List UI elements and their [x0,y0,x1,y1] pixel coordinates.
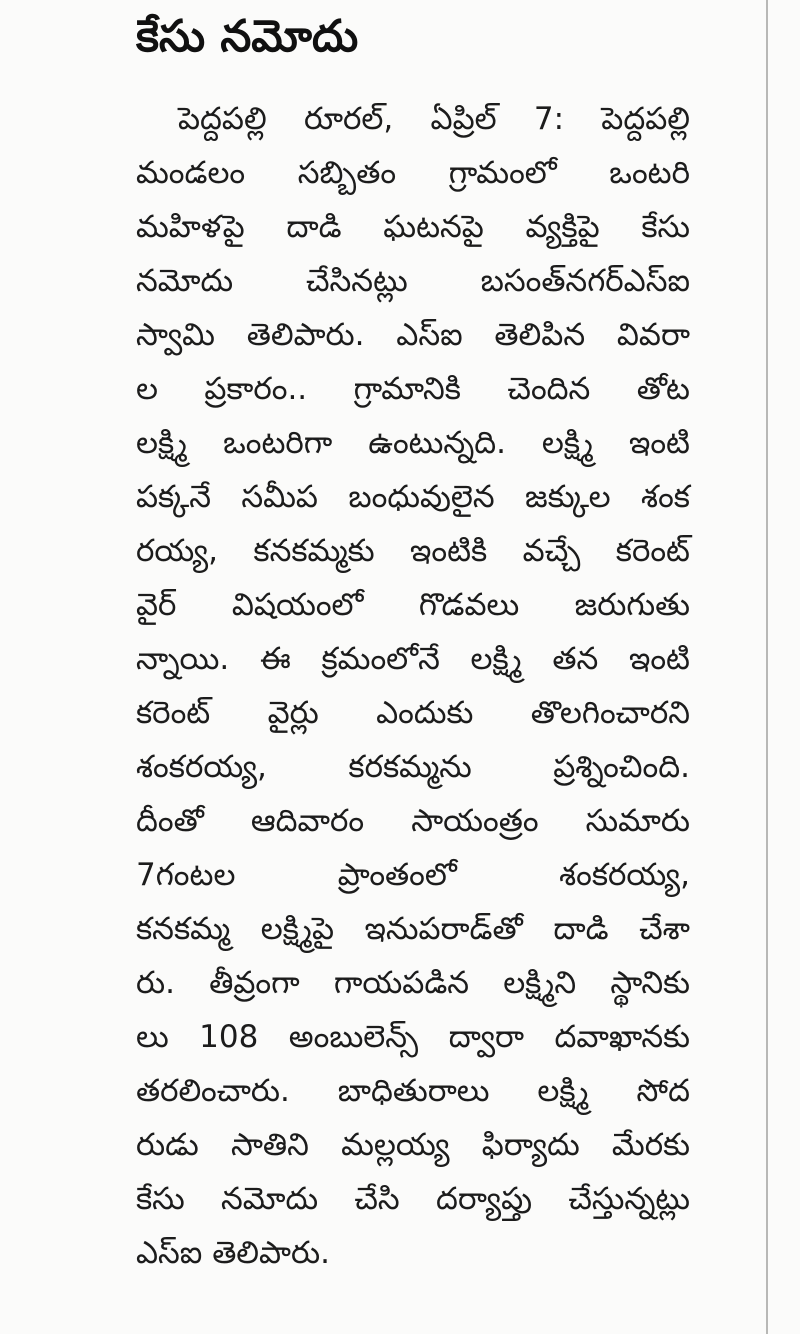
article-line: లక్ష్మి ఒంటరిగా ఉంటున్నది. లక్ష్మి ఇంటి [136,425,690,461]
article-line: 7గంటల ప్రాంతంలో శంకరయ్య, [136,857,690,893]
article-line: రుడు సాతిని మల్లయ్య ఫిర్యాదు మేరకు [136,1127,690,1163]
article-line: పెద్దపల్లి రూరల్, ఏప్రిల్ 7: పెద్దపల్లి [178,101,690,137]
article-line: పక్కనే సమీప బంధువులైన జక్కుల శంక [136,479,690,515]
article-line: తరలించారు. బాధితురాలు లక్ష్మి సోద [136,1073,690,1109]
article-line: మండలం సబ్బితం గ్రామంలో ఒంటరి [136,155,690,191]
article-line: స్వామి తెలిపారు. ఎస్ఐ తెలిపిన వివరా [136,317,690,353]
article-body [136,92,690,1280]
article-line: కేసు నమోదు చేసి దర్యాప్తు చేస్తున్నట్లు [136,1181,690,1217]
headline: కేసు నమోదు [136,11,359,62]
article-line: మహిళపై దాడి ఘటనపై వ్యక్తిపై కేసు [136,209,690,245]
article-line: శంకరయ్య, కరకమ్మను ప్రశ్నించింది. [136,749,690,785]
article-line: కనకమ్మ లక్ష్మిపై ఇనుపరాడ్‌తో దాడి చేశా [136,911,690,947]
article-line: లు 108 అంబులెన్స్ ద్వారా దవాఖానకు [136,1019,690,1055]
article-line: నమోదు చేసినట్లు బసంత్‌నగర్ఎస్ఐ [136,263,690,299]
article-line: రయ్య, కనకమ్మకు ఇంటికి వచ్చే కరెంట్ [136,533,690,569]
article-line: రు. తీవ్రంగా గాయపడిన లక్ష్మిని స్థానికు [136,965,690,1001]
article-line: వైర్ విషయంలో గొడవలు జరుగుతు [136,587,690,623]
article-line: ల ప్రకారం.. గ్రామానికి చెందిన తోట [136,371,690,407]
article-line: కరెంట్ వైర్లు ఎందుకు తొలగించారని [136,695,690,731]
article-line: న్నాయి. ఈ క్రమంలోనే లక్ష్మి తన ఇంటి [136,641,690,677]
column-divider [766,0,768,1334]
article-line: ఎస్ఐ తెలిపారు. [136,1235,330,1271]
article-line: దీంతో ఆదివారం సాయంత్రం సుమారు [136,803,690,839]
